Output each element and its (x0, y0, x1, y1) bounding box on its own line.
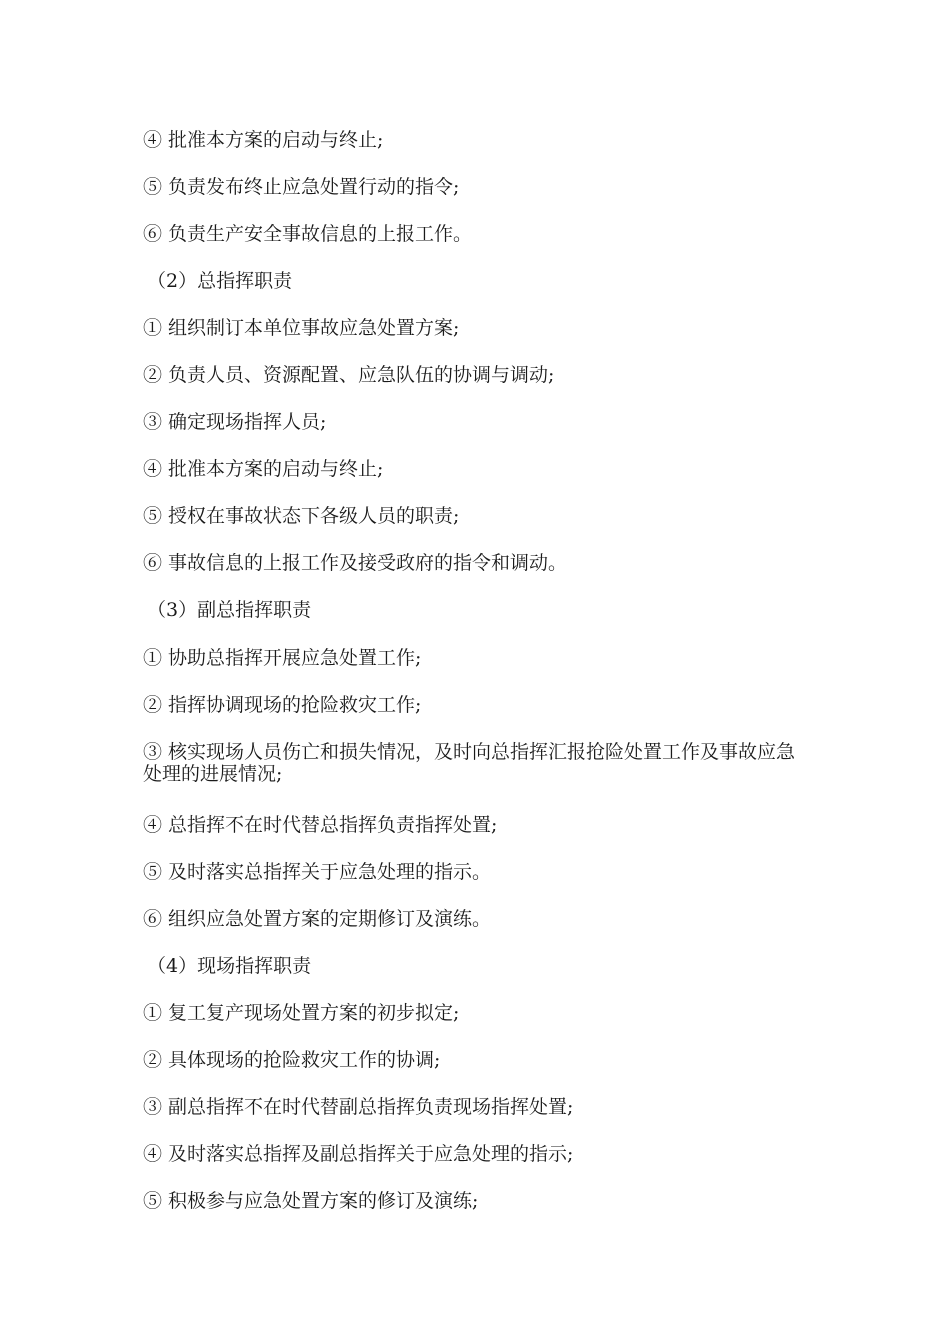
list-item: ④ 及时落实总指挥及副总指挥关于应急处理的指示; (143, 1143, 574, 1165)
list-item: ⑥ 事故信息的上报工作及接受政府的指令和调动。 (143, 552, 568, 574)
list-item: ① 协助总指挥开展应急处置工作; (143, 647, 422, 669)
list-item: ② 负责人员、资源配置、应急队伍的协调与调动; (143, 364, 555, 386)
section-heading: （4）现场指挥职责 (147, 955, 312, 977)
list-item: ⑤ 及时落实总指挥关于应急处理的指示。 (143, 861, 492, 883)
list-item: ⑤ 负责发布终止应急处置行动的指令; (143, 176, 460, 198)
list-item: ⑥ 组织应急处置方案的定期修订及演练。 (143, 908, 492, 930)
list-item: ② 具体现场的抢险救灾工作的协调; (143, 1049, 441, 1071)
list-item: ② 指挥协调现场的抢险救灾工作; (143, 694, 422, 716)
list-item: ③ 副总指挥不在时代替副总指挥负责现场指挥处置; (143, 1096, 574, 1118)
list-item: ⑤ 授权在事故状态下各级人员的职责; (143, 505, 460, 527)
list-item: ④ 总指挥不在时代替总指挥负责指挥处置; (143, 814, 498, 836)
list-item: ⑤ 积极参与应急处置方案的修订及演练; (143, 1190, 479, 1212)
list-item: ④ 批准本方案的启动与终止; (143, 129, 384, 151)
list-item: ③ 核实现场人员伤亡和损失情况，及时向总指挥汇报抢险处置工作及事故应急处理的进展情况; (143, 741, 796, 785)
list-item: ⑥ 负责生产安全事故信息的上报工作。 (143, 223, 473, 245)
list-item: ① 复工复产现场处置方案的初步拟定; (143, 1002, 460, 1024)
section-heading: （2）总指挥职责 (147, 270, 293, 292)
section-heading: （3）副总指挥职责 (147, 599, 312, 621)
list-item: ① 组织制订本单位事故应急处置方案; (143, 317, 460, 339)
list-item: ③ 确定现场指挥人员; (143, 411, 327, 433)
list-item: ④ 批准本方案的启动与终止; (143, 458, 384, 480)
